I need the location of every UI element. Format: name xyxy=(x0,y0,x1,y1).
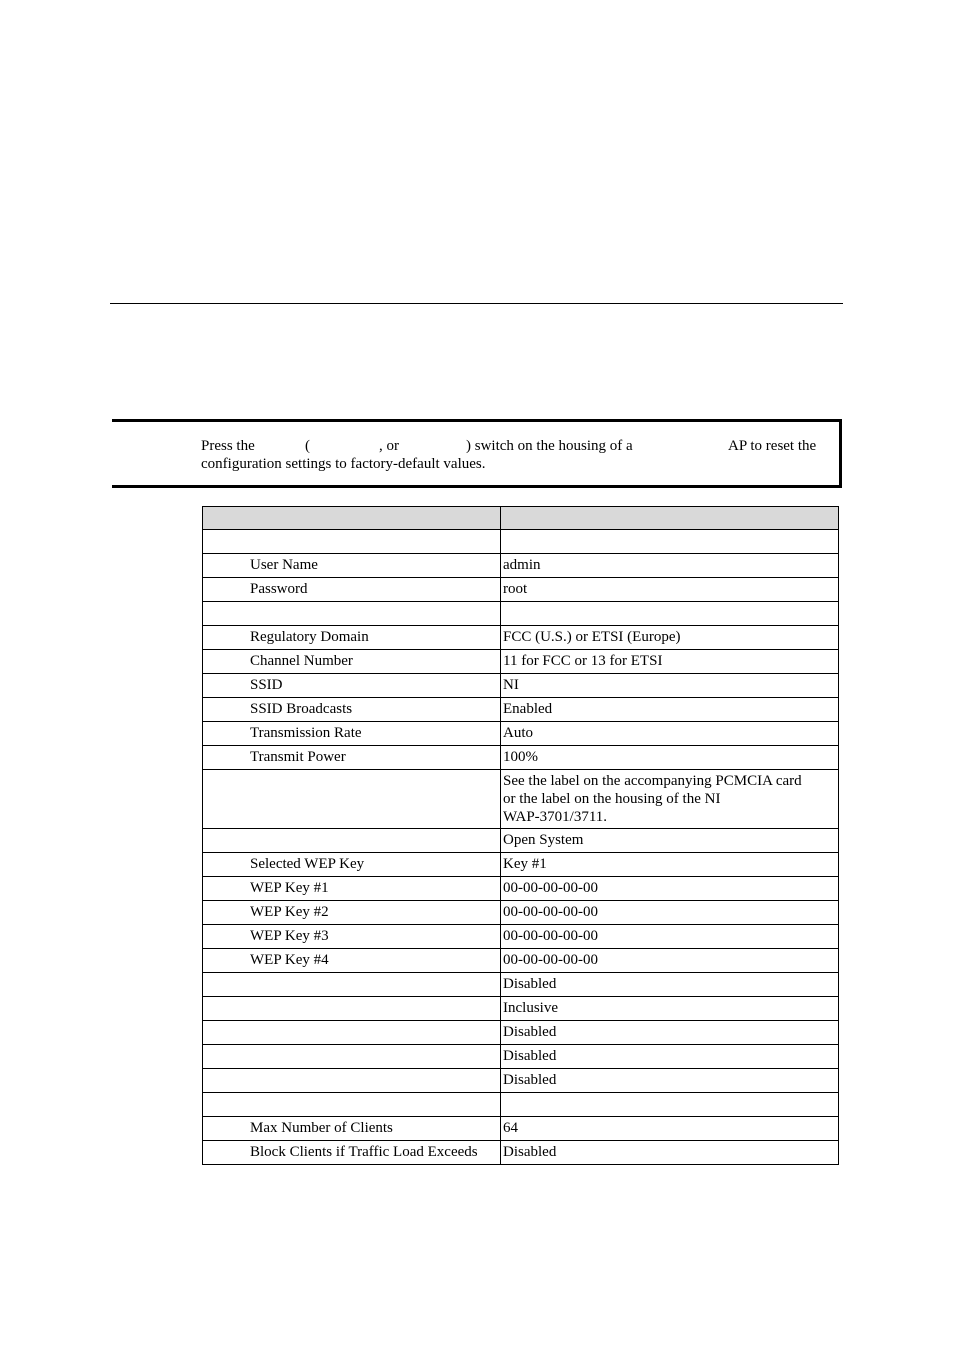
setting-value-line: or the label on the housing of the NI xyxy=(503,791,721,807)
setting-value-cell: root xyxy=(501,578,839,602)
setting-value-cell: FCC (U.S.) or ETSI (Europe) xyxy=(501,626,839,650)
table-row xyxy=(203,877,839,901)
table-row xyxy=(203,674,839,698)
table-row xyxy=(203,829,839,853)
setting-name-cell: Block Clients if Traffic Load Exceeds xyxy=(203,1141,501,1165)
default-settings-table xyxy=(202,506,839,1165)
setting-value-cell xyxy=(501,1093,839,1117)
setting-name-cell xyxy=(203,530,501,554)
setting-name-cell xyxy=(203,973,501,997)
setting-name-cell xyxy=(203,997,501,1021)
setting-name-cell xyxy=(203,602,501,626)
table-row xyxy=(203,1093,839,1117)
setting-name-cell xyxy=(203,829,501,853)
setting-name-cell: SSID xyxy=(203,674,501,698)
table-row xyxy=(203,973,839,997)
setting-name-cell: Max Number of Clients xyxy=(203,1117,501,1141)
table-row xyxy=(203,1117,839,1141)
setting-name-cell: WEP Key #4 xyxy=(203,949,501,973)
table-row xyxy=(203,698,839,722)
setting-name-cell: Selected WEP Key xyxy=(203,853,501,877)
setting-value-cell: 11 for FCC or 13 for ETSI xyxy=(501,650,839,674)
setting-value-cell: Disabled xyxy=(501,1141,839,1165)
table-row xyxy=(203,602,839,626)
setting-value-cell: Auto xyxy=(501,722,839,746)
setting-value-cell: Disabled xyxy=(501,1069,839,1093)
setting-value-cell: NI xyxy=(501,674,839,698)
note-text-1b: ( xyxy=(305,438,310,454)
setting-value-cell: Key #1 xyxy=(501,853,839,877)
table-row xyxy=(203,722,839,746)
table-row xyxy=(203,1069,839,1093)
setting-value-cell: Disabled xyxy=(501,1045,839,1069)
table-row xyxy=(203,578,839,602)
setting-value-line: WAP-3701/3711. xyxy=(503,809,608,825)
note-box xyxy=(112,419,842,488)
setting-name-cell: Password xyxy=(203,578,501,602)
setting-value-cell: 64 xyxy=(501,1117,839,1141)
setting-value-cell: 100% xyxy=(501,746,839,770)
table-row xyxy=(203,530,839,554)
setting-value-cell: Disabled xyxy=(501,1021,839,1045)
table-row xyxy=(203,626,839,650)
setting-value-cell: Disabled xyxy=(501,973,839,997)
table-row xyxy=(203,1045,839,1069)
setting-value-cell: 00-00-00-00-00 xyxy=(501,901,839,925)
table-row xyxy=(203,853,839,877)
setting-name-cell xyxy=(203,1069,501,1093)
setting-name-cell xyxy=(203,770,501,829)
note-text-2: configuration settings to factory-default values. xyxy=(201,456,486,472)
setting-name-cell: WEP Key #3 xyxy=(203,925,501,949)
setting-name-cell: Channel Number xyxy=(203,650,501,674)
setting-name-cell xyxy=(203,1021,501,1045)
table-row xyxy=(203,507,839,530)
table-row xyxy=(203,1021,839,1045)
setting-value-cell xyxy=(501,530,839,554)
setting-value-cell xyxy=(501,602,839,626)
setting-value-line: See the label on the accompanying PCMCIA card xyxy=(503,773,802,789)
note-text-1d: ) switch on the housing of a xyxy=(466,438,633,454)
setting-name-cell: WEP Key #2 xyxy=(203,901,501,925)
table-row xyxy=(203,925,839,949)
setting-value-cell: Open System xyxy=(501,829,839,853)
setting-name-cell xyxy=(203,1093,501,1117)
setting-value-cell: 00-00-00-00-00 xyxy=(501,949,839,973)
note-text-1e: AP to reset the xyxy=(728,438,817,454)
note-text-1a: Press the xyxy=(201,438,255,454)
table-row xyxy=(203,554,839,578)
setting-name-cell: SSID Broadcasts xyxy=(203,698,501,722)
note-text-1c: , or xyxy=(379,438,399,454)
setting-name-cell: User Name xyxy=(203,554,501,578)
setting-value-cell xyxy=(501,770,839,829)
table-row xyxy=(203,650,839,674)
table-body xyxy=(203,507,839,1165)
table-row xyxy=(203,949,839,973)
setting-name-cell: Transmit Power xyxy=(203,746,501,770)
setting-value-cell: Inclusive xyxy=(501,997,839,1021)
setting-value-cell: admin xyxy=(501,554,839,578)
horizontal-rule xyxy=(110,303,843,304)
setting-name-cell: Regulatory Domain xyxy=(203,626,501,650)
table-row xyxy=(203,901,839,925)
table-row xyxy=(203,997,839,1021)
setting-value-cell: 00-00-00-00-00 xyxy=(501,925,839,949)
table-row xyxy=(203,770,839,829)
setting-value-cell xyxy=(501,507,839,530)
setting-name-cell xyxy=(203,1045,501,1069)
table-row xyxy=(203,746,839,770)
table-row xyxy=(203,1141,839,1165)
setting-name-cell xyxy=(203,507,501,530)
setting-value-cell: 00-00-00-00-00 xyxy=(501,877,839,901)
setting-value-cell: Enabled xyxy=(501,698,839,722)
setting-name-cell: WEP Key #1 xyxy=(203,877,501,901)
setting-name-cell: Transmission Rate xyxy=(203,722,501,746)
